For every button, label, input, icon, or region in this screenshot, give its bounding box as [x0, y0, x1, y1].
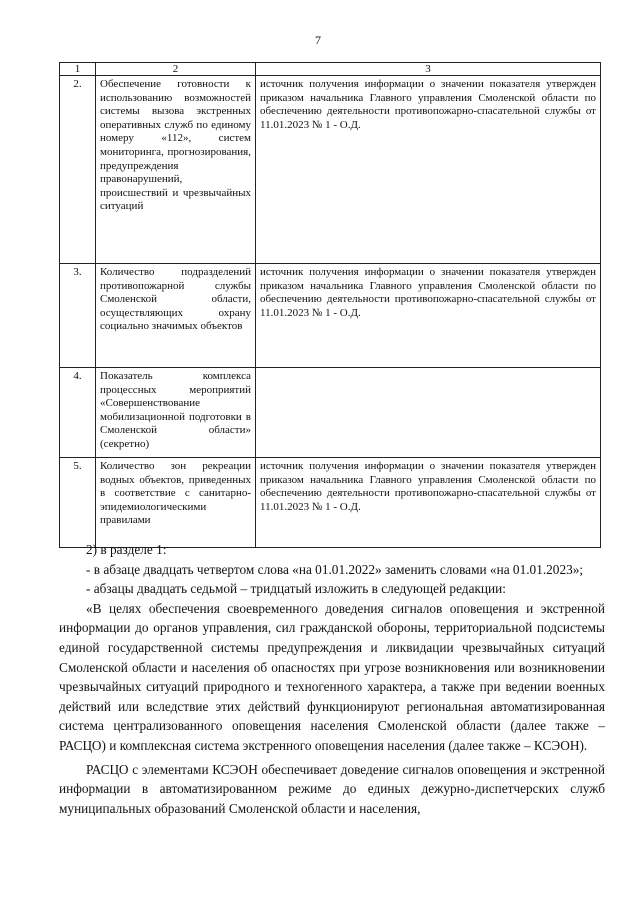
row-number: 3. [60, 264, 96, 368]
table-row [60, 264, 601, 368]
paragraph: «В целях обеспечения своевременного доведения сигналов оповещения и экстренной информации до органов управления, сил гражданской обороны, территориальной подсистемы единой государственной системы предупреждения и ликвидации чрезвычайных ситуаций Смоленской области и населения об опасностях при угрозе возникновения или возникновении чрезвычайных ситуаций природного и техногенного характера, а также при ведении военных действий или вследствие этих действий функционируют региональная автоматизированная система централизованного оповещения населения Смоленской области (далее также – РАСЦО) и комплексная система экстренного оповещения населения (далее также – КСЭОН). [59, 600, 605, 753]
column-header: 3 [256, 63, 601, 76]
indicator-source [256, 368, 601, 458]
indicator-source: источник получения информации о значении показателя утвержден приказом начальника Главного управления Смоленской области по обеспечению деятельности противопожарно-спасательной службы от 11.01.2023 № 1 - О.Д. [256, 76, 601, 264]
row-number: 5. [60, 458, 96, 548]
table-row [60, 76, 601, 264]
document-body [59, 540, 605, 818]
row-number: 2. [60, 76, 96, 264]
row-number: 4. [60, 368, 96, 458]
paragraph: - в абзаце двадцать четвертом слова «на 01.01.2022» заменить словами «на 01.01.2023»; [86, 561, 584, 577]
paragraph: РАСЦО с элементами КСЭОН обеспечивает доведение сигналов оповещения и экстренной информации в автоматизированном режиме до единых дежурно-диспетчерских служб муниципальных образований Смоленской области и населения, [59, 761, 605, 816]
indicator-name: Количество зон рекреации водных объектов, приведенных в соответствие с санитарно-эпидемиологическими правилами [96, 458, 256, 548]
indicator-source: источник получения информации о значении показателя утвержден приказом начальника Главного управления Смоленской области по обеспечению деятельности противопожарно-спасательной службы от 11.01.2023 № 1 - О.Д. [256, 264, 601, 368]
table-header-row [60, 63, 601, 76]
indicator-name: Обеспечение готовности к использованию возможностей системы вызова экстренных оперативных служб по единому номеру «112», систем мониторинга, прогнозирования, предупреждения правонарушений, происшествий и чрезвычайных ситуаций [96, 76, 256, 264]
paragraph: 2) в разделе 1: [86, 542, 167, 557]
indicators-table [59, 62, 601, 548]
indicator-name: Количество подразделений противопожарной службы Смоленской области, осуществляющих охрану социально значимых объектов [96, 264, 256, 368]
page-number: 7 [315, 33, 321, 47]
indicator-name: Показатель комплекса процессных мероприятий «Совершенствование мобилизационной подготовки в Смоленской области» (секретно) [96, 368, 256, 458]
column-header: 2 [96, 63, 256, 76]
table-row [60, 458, 601, 548]
table-row [60, 368, 601, 458]
column-header: 1 [60, 63, 96, 76]
indicator-source: источник получения информации о значении показателя утвержден приказом начальника Главного управления Смоленской области по обеспечению деятельности противопожарно-спасательной службы от 11.01.2023 № 1 - О.Д. [256, 458, 601, 548]
paragraph: - абзацы двадцать седьмой – тридцатый изложить в следующей редакции: [86, 581, 506, 597]
